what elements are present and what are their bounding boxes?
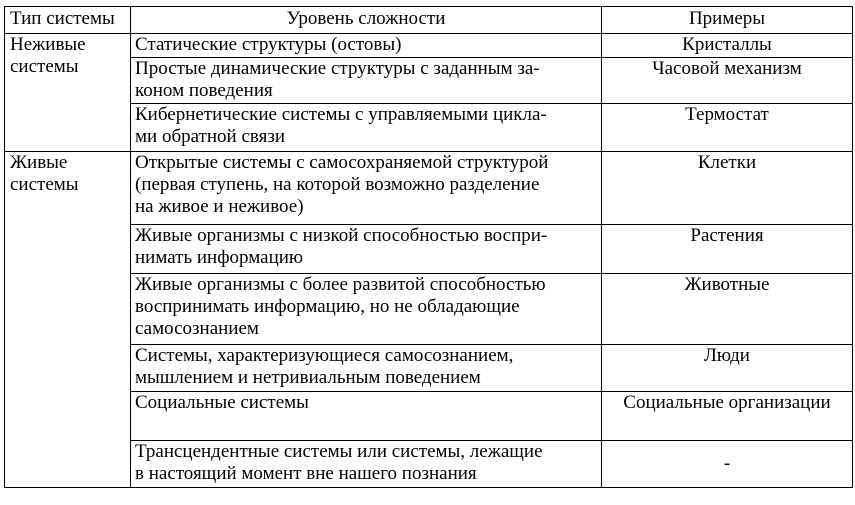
table-row — [5, 392, 853, 441]
level-text: Социальные системы — [135, 392, 309, 413]
table-row — [5, 345, 853, 392]
table-row — [5, 274, 853, 345]
level-cell — [131, 152, 602, 225]
level-cell — [131, 274, 602, 345]
level-cell — [131, 58, 602, 104]
type-label-line: системы — [10, 174, 79, 195]
level-cell — [131, 225, 602, 274]
level-text: в настоящий момент вне нашего познания — [135, 463, 477, 484]
level-text: ми обратной связи — [135, 126, 286, 147]
type-label-line: системы — [10, 56, 79, 77]
table-row — [5, 441, 853, 488]
example-cell: Часовой механизм — [602, 58, 853, 104]
example-cell: Социальные организации — [602, 392, 853, 441]
type-cell-living — [5, 152, 131, 488]
level-text: Живые организмы с более развитой способностью — [135, 274, 546, 295]
level-text: мышлением и нетривиальным поведением — [135, 367, 481, 388]
level-cell — [131, 441, 602, 488]
table-row — [5, 104, 853, 152]
example-cell: Кристаллы — [602, 34, 853, 58]
table-row — [5, 152, 853, 225]
level-text: Простые динамические структуры с заданным за- — [135, 58, 540, 79]
example-cell: Термостат — [602, 104, 853, 152]
header-row — [5, 7, 853, 34]
level-cell — [131, 345, 602, 392]
level-cell — [131, 104, 602, 152]
level-text: Открытые системы с самосохраняемой структурой — [135, 152, 549, 173]
level-text: коном поведения — [135, 80, 273, 101]
level-text: нимать информацию — [135, 247, 304, 268]
header-examples: Примеры — [602, 7, 853, 34]
table-row — [5, 58, 853, 104]
level-text: Статические структуры (остовы) — [135, 34, 402, 55]
level-text: воспринимать информацию, но не обладающие — [135, 296, 520, 317]
level-text: на живое и неживое) — [135, 196, 304, 217]
header-level: Уровень сложности — [131, 7, 602, 34]
level-text: Живые организмы с низкой способностью воспри- — [135, 225, 548, 246]
table-row — [5, 225, 853, 274]
level-text: Трансцендентные системы или системы, лежащие — [135, 441, 543, 462]
type-label-line: Неживые — [10, 34, 86, 55]
example-cell: Клетки — [602, 152, 853, 225]
example-cell: Люди — [602, 345, 853, 392]
level-cell — [131, 392, 602, 441]
example-cell: Растения — [602, 225, 853, 274]
level-text: самосознанием — [135, 318, 259, 339]
type-cell-nonliving — [5, 34, 131, 152]
level-text: Кибернетические системы с управляемыми цикла- — [135, 104, 547, 125]
systems-complexity-table — [4, 6, 853, 488]
level-text: Системы, характеризующиеся самосознанием, — [135, 345, 514, 366]
level-text: (первая ступень, на которой возможно разделение — [135, 174, 540, 195]
level-cell — [131, 34, 602, 58]
example-cell: - — [602, 441, 853, 488]
table-row — [5, 34, 853, 58]
header-type: Тип системы — [5, 7, 131, 34]
example-cell: Животные — [602, 274, 853, 345]
type-label-line: Живые — [10, 152, 68, 173]
